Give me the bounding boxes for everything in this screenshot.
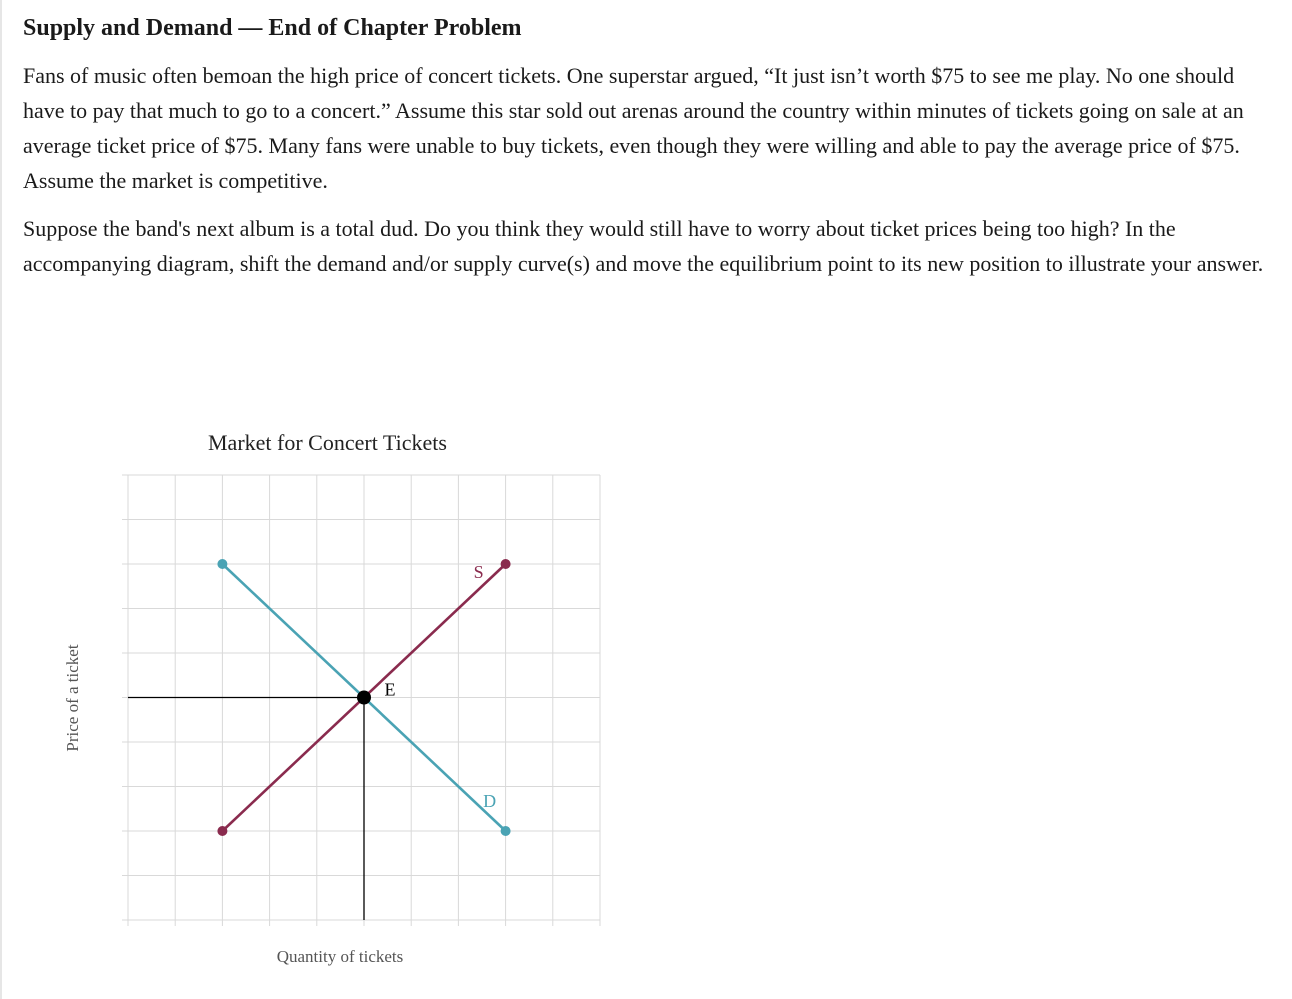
equilibrium-label: E — [384, 679, 396, 700]
graph-title: Market for Concert Tickets — [208, 430, 447, 455]
problem-title: Supply and Demand — End of Chapter Problem — [23, 15, 522, 41]
supply-curve-label: S — [473, 562, 484, 582]
equilibrium-point[interactable] — [357, 691, 371, 705]
demand-curve-handle-top[interactable] — [217, 559, 227, 569]
supply-curve-handle-bottom[interactable] — [217, 826, 227, 836]
problem-paragraph-1: Fans of music often bemoan the high price of concert tickets. One superstar argued, “It just isn’t worth $75 to see me play. No one should have to pay that much to go to a concert.” Assume this star sold out arenas around the country within minutes of tickets going on sale at an average ticket price of $75. Many fans were unable to buy tickets, even though they were willing and able to pay the average price of $75. Assume the market is competitive. — [23, 63, 1244, 193]
x-axis-label: Quantity of tickets — [276, 947, 404, 966]
problem-paragraph-2: Suppose the band's next album is a total dud. Do you think they would still have to worry about ticket prices being too high? In the accompanying diagram, shift the demand and/or supply curve(s) and move the equilibrium point to its new position to illustrate your answer. — [23, 216, 1264, 276]
y-axis-label: Price of a ticket — [63, 644, 82, 752]
demand-curve-label: D — [483, 791, 497, 811]
demand-curve-handle-bottom[interactable] — [501, 826, 511, 836]
supply-curve-handle-top[interactable] — [501, 559, 511, 569]
